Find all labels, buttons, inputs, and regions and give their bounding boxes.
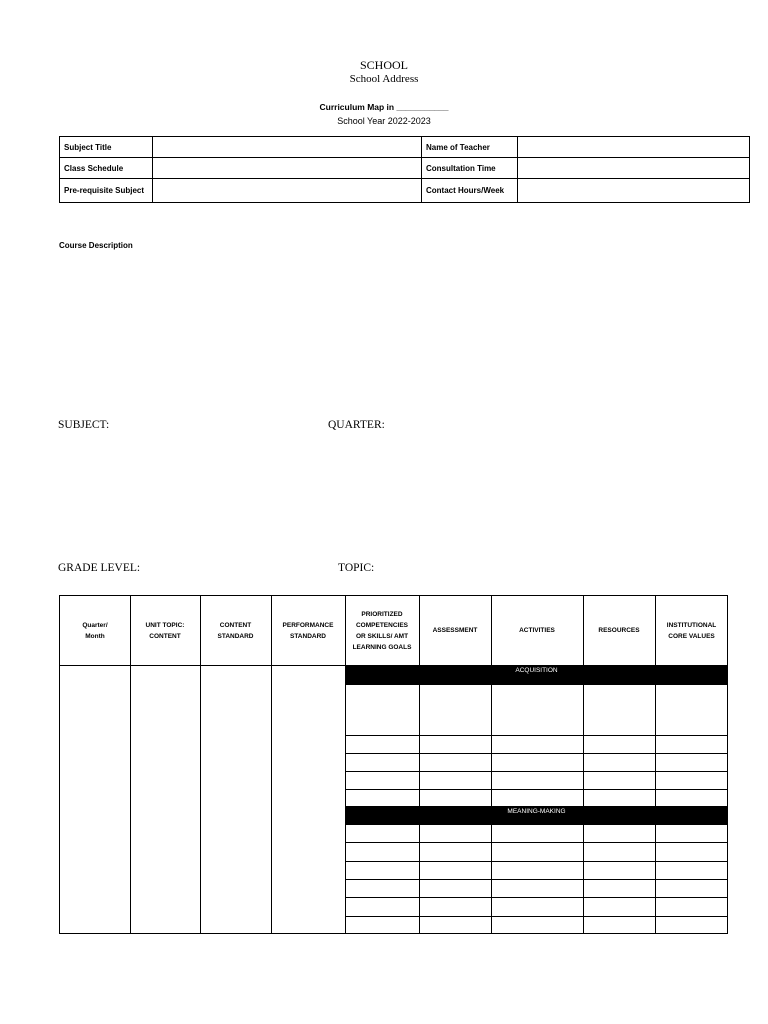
class-schedule-label: Class Schedule: [60, 158, 153, 179]
grid-header-7: ACTIVITIES: [519, 627, 555, 634]
info-row: [60, 179, 750, 203]
school-name: SCHOOL: [359, 58, 408, 72]
subject-title-label: Subject Title: [60, 137, 153, 158]
course-description-label: Course Description: [59, 241, 133, 250]
grid-header-5: PRIORITIZED COMPETENCIES OR SKILLS/ AMT LEARNING GOALS: [352, 610, 412, 651]
class-schedule-field[interactable]: [153, 158, 422, 179]
grid-row-line: [345, 789, 728, 790]
grid-row-line: [345, 753, 728, 754]
grid-row-line: [345, 916, 728, 917]
grid-row-line: [345, 879, 728, 880]
grid-band-acquisition: ACQUISITION: [345, 665, 728, 684]
quarter-label: QUARTER:: [328, 419, 385, 431]
consultation-time-field[interactable]: [518, 158, 750, 179]
grid-row-line: [345, 684, 728, 685]
info-row: [60, 158, 750, 179]
topic-label: TOPIC:: [338, 562, 375, 574]
school-year: School Year 2022-2023: [337, 116, 431, 126]
info-row: [60, 137, 750, 158]
curriculum-grid: [59, 595, 728, 934]
grid-row-line: [345, 897, 728, 898]
grade-level-label: GRADE LEVEL:: [58, 562, 141, 574]
grid-header-2: UNIT TOPIC: CONTENT: [145, 621, 185, 640]
grid-row-line: [345, 861, 728, 862]
grid-header-8: RESOURCES: [598, 627, 640, 634]
prerequisite-field[interactable]: [153, 179, 422, 203]
curriculum-map-title: Curriculum Map in ___________: [319, 102, 449, 112]
grid-header-1: Quarter/ Month: [82, 621, 108, 640]
grid-header-3: CONTENT STANDARD: [217, 621, 254, 640]
teacher-name-label: Name of Teacher: [422, 137, 518, 158]
grid-row-line: [345, 824, 728, 825]
teacher-name-field[interactable]: [518, 137, 750, 158]
consultation-time-label: Consultation Time: [422, 158, 518, 179]
contact-hours-field[interactable]: [518, 179, 750, 203]
school-address: School Address: [349, 73, 419, 85]
course-info-table: [59, 136, 750, 203]
subject-title-field[interactable]: [153, 137, 422, 158]
subject-label: SUBJECT:: [58, 419, 110, 431]
grid-header-9: INSTITUTIONAL CORE VALUES: [666, 621, 717, 640]
grid-row-line: [345, 735, 728, 736]
prerequisite-label: Pre-requisite Subject: [60, 179, 153, 203]
grid-row-line: [345, 842, 728, 843]
grid-header-4: PERFORMANCE STANDARD: [282, 621, 334, 640]
grid-band-meaning-making: MEANING-MAKING: [345, 806, 728, 824]
grid-row-line: [345, 771, 728, 772]
grid-header-6: ASSESSMENT: [432, 627, 478, 634]
contact-hours-label: Contact Hours/Week: [422, 179, 518, 203]
